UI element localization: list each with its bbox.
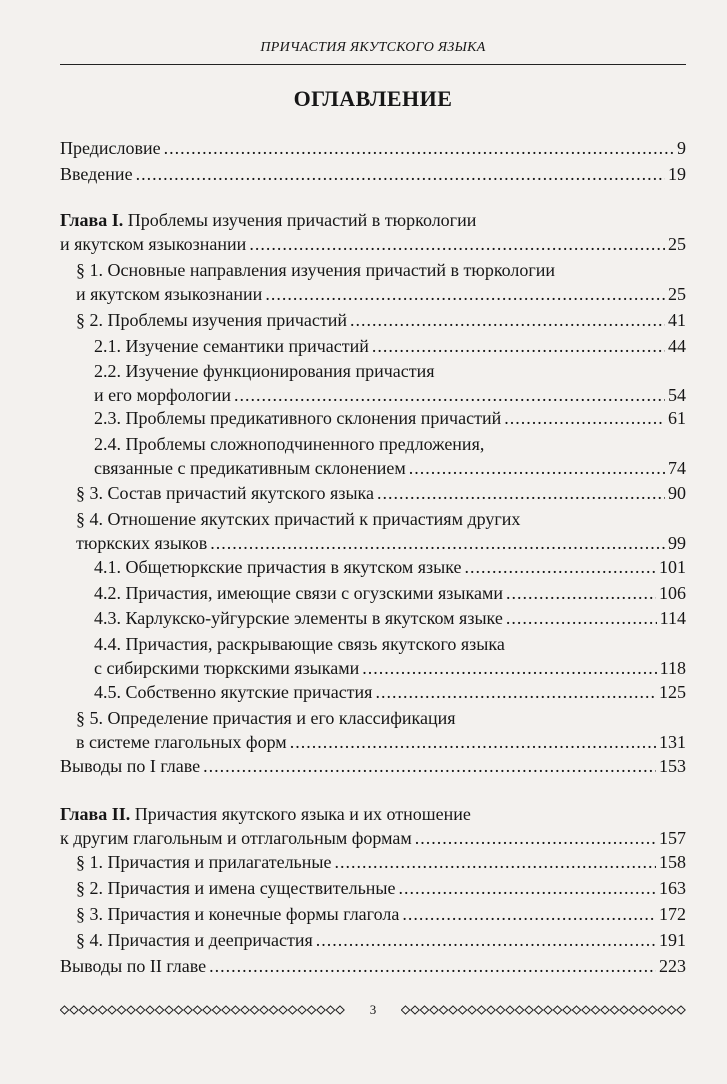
toc-line (60, 878, 686, 899)
page-ref: 223 (659, 956, 686, 976)
page-ref: 19 (668, 164, 686, 184)
toc-line (60, 458, 686, 479)
toc-line (60, 956, 686, 977)
toc-entry-ch1-s2-4[interactable] (60, 434, 686, 482)
toc-entry-ch1-s2[interactable] (60, 310, 686, 334)
entry-text: 2.3. Проблемы предикативного склонения причастий (94, 408, 502, 428)
entry-text: Причастия якутского языка и их отношение (130, 804, 471, 824)
entry-text: 4.1. Общетюркские причастия в якутском языке (94, 557, 462, 577)
toc-entry-ch1-s2-1[interactable] (60, 336, 686, 360)
entry-heading (60, 804, 471, 824)
page-ref: 114 (659, 608, 686, 628)
toc-line (60, 930, 686, 951)
toc-line (60, 434, 686, 455)
page-ref: 74 (668, 458, 686, 478)
entry-text: к другим глагольным и отглагольным формам (60, 828, 412, 848)
page-ref: 158 (659, 852, 686, 872)
toc-line (60, 533, 686, 554)
dot-leader (415, 828, 656, 849)
page-ref: 25 (668, 234, 686, 254)
dot-leader (290, 732, 656, 753)
page-ref: 153 (659, 756, 686, 776)
entry-text: Введение (60, 164, 133, 184)
toc-entry-ch1-s4-5[interactable] (60, 682, 686, 706)
page-ref: 163 (659, 878, 686, 898)
toc-line (60, 336, 686, 357)
toc-line (60, 361, 686, 382)
dot-leader (209, 956, 656, 977)
toc-entry-ch1-s2-2[interactable] (60, 361, 686, 409)
dot-leader (265, 284, 665, 305)
toc-line (60, 408, 686, 429)
toc-entry-ch1-s4-2[interactable] (60, 583, 686, 607)
entry-text: Выводы по II главе (60, 956, 207, 976)
toc-entry-ch2-concl[interactable] (60, 956, 686, 980)
ornament-left-icon (60, 1004, 345, 1016)
toc-line (60, 804, 686, 825)
toc-entry-ch1-s5[interactable] (60, 708, 686, 756)
toc-line (60, 557, 686, 578)
entry-text: Выводы по I главе (60, 756, 201, 776)
toc-entry-ch1-s4-3[interactable] (60, 608, 686, 632)
toc-entry-preface[interactable] (60, 138, 686, 162)
page-ref: 106 (659, 583, 686, 603)
page-ref: 41 (668, 310, 686, 330)
dot-leader (316, 930, 656, 951)
toc-line (60, 732, 686, 753)
ornament-right-icon (401, 1004, 686, 1016)
entry-text: связанные с предикативным склонением (94, 458, 406, 478)
entry-text: 2.4. Проблемы сложноподчиненного предложения, (94, 434, 485, 454)
dot-leader (409, 458, 665, 479)
toc-line (60, 583, 686, 604)
dot-leader (164, 138, 674, 159)
page-ref: 118 (659, 658, 686, 678)
dot-leader (334, 852, 656, 873)
entry-text: и его морфологии (94, 385, 232, 405)
toc-line (60, 509, 686, 530)
entry-text: § 2. Причастия и имена существительные (76, 878, 396, 898)
entry-text: 4.3. Карлукско-уйгурские элементы в якутском языке (94, 608, 503, 628)
page-footer (60, 998, 686, 1022)
dot-leader (210, 533, 665, 554)
entry-text: 4.5. Собственно якутские причастия (94, 682, 373, 702)
dot-leader (506, 608, 657, 629)
page-ref: 125 (659, 682, 686, 702)
header-rule (60, 64, 686, 65)
page-ref: 90 (668, 483, 686, 503)
page-ref: 191 (659, 930, 686, 950)
entry-text: § 3. Причастия и конечные формы глагола (76, 904, 400, 924)
toc-line (60, 138, 686, 159)
toc-entry-ch1-s1[interactable] (60, 260, 686, 308)
chapter-label: Глава I. (60, 210, 124, 230)
toc-entry-ch1-s2-3[interactable] (60, 408, 686, 432)
toc-entry-ch2-s4[interactable] (60, 930, 686, 954)
toc-line (60, 852, 686, 873)
toc-entry-ch2-s2[interactable] (60, 878, 686, 902)
entry-text: 4.4. Причастия, раскрывающие связь якутского языка (94, 634, 505, 654)
chapter-label: Глава II. (60, 804, 131, 824)
toc-entry-ch1-s3[interactable] (60, 483, 686, 507)
page-number: 3 (369, 1002, 377, 1017)
toc-entry-ch2-s1[interactable] (60, 852, 686, 876)
toc-entry-ch1-s4[interactable] (60, 509, 686, 557)
entry-text: 4.2. Причастия, имеющие связи с огузскими языками (94, 583, 503, 603)
toc-entry-ch1-concl[interactable] (60, 756, 686, 780)
toc-line (60, 608, 686, 629)
page-ref: 25 (668, 284, 686, 304)
toc-line (60, 310, 686, 331)
dot-leader (465, 557, 656, 578)
toc-line (60, 904, 686, 925)
toc-entry-ch2[interactable] (60, 804, 686, 852)
page-ref: 101 (659, 557, 686, 577)
entry-text: 2.1. Изучение семантики причастий (94, 336, 369, 356)
toc-entry-ch2-s3[interactable] (60, 904, 686, 928)
toc-line (60, 210, 686, 231)
toc-line (60, 756, 686, 777)
entry-heading (60, 210, 476, 230)
dot-leader (234, 385, 665, 406)
toc-entry-ch1-s4-4[interactable] (60, 634, 686, 682)
entry-text: § 1. Причастия и прилагательные (76, 852, 332, 872)
page-ref: 99 (668, 533, 686, 553)
entry-text: § 5. Определение причастия и его классификация (76, 708, 456, 728)
entry-text: § 4. Причастия и деепричастия (76, 930, 313, 950)
page-ref: 157 (659, 828, 686, 848)
entry-text: Проблемы изучения причастий в тюркологии (123, 210, 477, 230)
entry-text: § 4. Отношение якутских причастий к причастиям других (76, 509, 521, 529)
dot-leader (203, 756, 656, 777)
page-ref: 61 (668, 408, 686, 428)
dot-leader (350, 310, 665, 331)
entry-text: в системе глагольных форм (76, 732, 287, 752)
running-head: ПРИЧАСТИЯ ЯКУТСКОГО ЯЗЫКА (260, 40, 486, 55)
dot-leader (136, 164, 665, 185)
toc-line (60, 260, 686, 281)
entry-text: тюркских языков (76, 533, 208, 553)
toc-entry-intro[interactable] (60, 164, 686, 188)
dot-leader (372, 336, 665, 357)
toc-entry-ch1-s4-1[interactable] (60, 557, 686, 581)
entry-text: Предисловие (60, 138, 161, 158)
entry-text: и якутском языкознании (76, 284, 263, 304)
entry-text: § 2. Проблемы изучения причастий (76, 310, 348, 330)
entry-text: § 1. Основные направления изучения причастий в тюркологии (76, 260, 556, 280)
page-ref: 131 (659, 732, 686, 752)
entry-text: с сибирскими тюркскими языками (94, 658, 360, 678)
dot-leader (377, 483, 665, 504)
toc-line (60, 828, 686, 849)
dot-leader (504, 408, 665, 429)
entry-text: 2.2. Изучение функционирования причастия (94, 361, 435, 381)
entry-text: § 3. Состав причастий якутского языка (76, 483, 375, 503)
toc-title: ОГЛАВЛЕНИЕ (293, 86, 453, 111)
page-ref: 172 (659, 904, 686, 924)
toc-line (60, 658, 686, 679)
dot-leader (375, 682, 656, 703)
dot-leader (506, 583, 656, 604)
toc-line (60, 284, 686, 305)
toc-line (60, 234, 686, 255)
page-ref: 44 (668, 336, 686, 356)
toc-line (60, 164, 686, 185)
page-ref: 9 (677, 138, 686, 158)
toc-line (60, 634, 686, 655)
dot-leader (249, 234, 665, 255)
toc-line (60, 385, 686, 406)
entry-text: и якутском языкознании (60, 234, 247, 254)
dot-leader (402, 904, 656, 925)
toc-line (60, 682, 686, 703)
toc-line (60, 483, 686, 504)
page-ref: 54 (668, 385, 686, 405)
dot-leader (399, 878, 656, 899)
toc-line (60, 708, 686, 729)
toc-entry-ch1[interactable] (60, 210, 686, 258)
dot-leader (362, 658, 656, 679)
